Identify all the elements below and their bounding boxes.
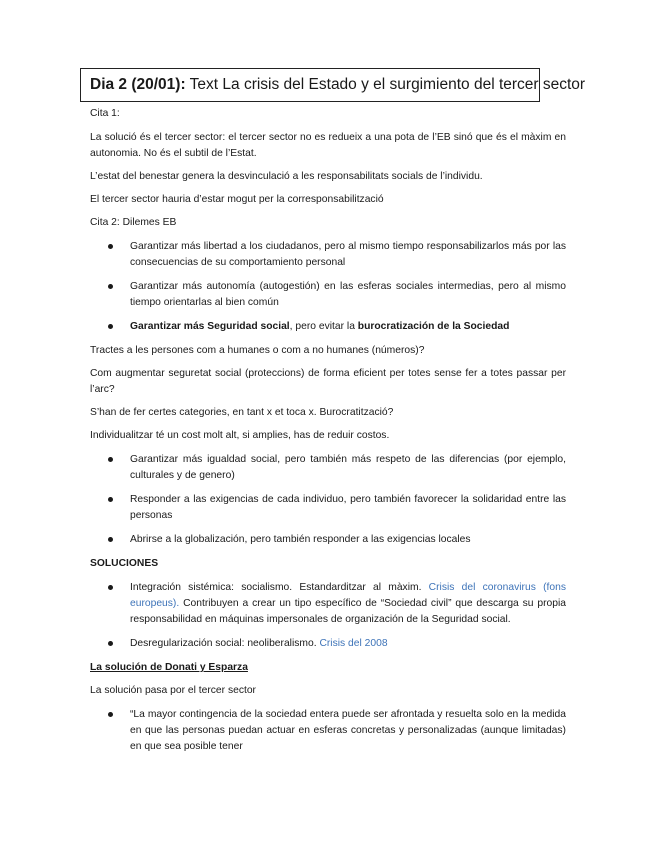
list-item: Abrirse a la globalización, pero también responder a las exigencias locales xyxy=(90,532,566,548)
paragraph: Individualitzar té un cost molt alt, si amplies, has de reduir costos. xyxy=(90,430,390,441)
cita1-paragraph-3: El tercer sector hauria d’estar mogut per la corresponsabilització xyxy=(90,194,384,205)
bullet-icon xyxy=(108,712,113,717)
list-item: Garantizar más autonomía (autogestión) en las esferas sociales intermedias, pero al mismo tiempo orientarlas al bien común xyxy=(90,279,566,311)
dilemmas-list-2 xyxy=(90,452,566,548)
list-item: Garantizar más igualdad social, pero también más respeto de las diferencias (por ejemplo, culturales y de genero) xyxy=(90,452,566,484)
list-item: Garantizar más libertad a los ciudadanos, pero al mismo tiempo responsabilizarlos más por las consecuencias de su comportamiento personal xyxy=(90,239,566,271)
page-title xyxy=(80,68,586,102)
list-item: Integración sistémica: socialismo. Estandarditzar al màxim. Crisis del coronavirus (fons europeus). Contribuyen a crear un tipo específico de “Sociedad civil” que descarga su propia responsabilidad en máquinas impersonales de organización de la Seguridad social. xyxy=(90,580,566,628)
bullet-icon xyxy=(108,284,113,289)
bullet-icon xyxy=(108,641,113,646)
bullet-icon xyxy=(108,457,113,462)
coronavirus-link[interactable]: Crisis del coronavirus (fons europeus). xyxy=(130,582,566,609)
cita1-paragraph-1: La solució és el tercer sector: el tercer sector no es redueix a una pota de l’EB sinó que és el màxim en autonomia. No és el subtil de l’Estat. xyxy=(90,132,566,159)
crisis-2008-link[interactable]: Crisis del 2008 xyxy=(319,638,388,649)
document-body xyxy=(90,106,566,755)
bullet-icon xyxy=(108,244,113,249)
donati-list xyxy=(90,707,566,755)
soluciones-list xyxy=(90,580,566,652)
list-item: Responder a las exigencias de cada individuo, pero también favorecer la solidaridad entre las personas xyxy=(90,492,566,524)
paragraph: Com augmentar seguretat social (proteccions) de forma eficient per totes sense fer a totes passar per l’arc? xyxy=(90,368,566,395)
paragraph: S’han de fer certes categories, en tant x et toca x. Burocratització? xyxy=(90,407,394,418)
donati-heading: La solución de Donati y Esparza xyxy=(90,662,248,673)
soluciones-heading: SOLUCIONES xyxy=(90,558,159,569)
dilemmas-list xyxy=(90,239,566,335)
list-item: Garantizar más Seguridad social, pero evitar la burocratización de la Sociedad xyxy=(90,319,566,335)
bullet-icon xyxy=(108,497,113,502)
bullet-icon xyxy=(108,537,113,542)
bullet-icon xyxy=(108,585,113,590)
donati-intro: La solución pasa por el tercer sector xyxy=(90,685,256,696)
cita1-label: Cita 1: xyxy=(90,108,120,119)
paragraph: Tractes a les persones com a humanes o com a no humanes (números)? xyxy=(90,345,425,356)
cita2-label: Cita 2: Dilemes EB xyxy=(90,217,177,228)
list-item: Desregularización social: neoliberalismo. Crisis del 2008 xyxy=(90,636,566,652)
cita1-paragraph-2: L’estat del benestar genera la desvinculació a les responsabilitats socials de l’individu. xyxy=(90,171,483,182)
list-item: “La mayor contingencia de la sociedad entera puede ser afrontada y resuelta solo en la medida en que las personas puedan actuar en esferas concretas y personalizadas (aunque limitadas) en que sea posible tener xyxy=(90,707,566,755)
title-prefix: Dia 2 (20/01): xyxy=(90,76,186,93)
title-text: Text La crisis del Estado y el surgimiento del tercer sector xyxy=(185,76,586,93)
bullet-icon xyxy=(108,324,113,329)
